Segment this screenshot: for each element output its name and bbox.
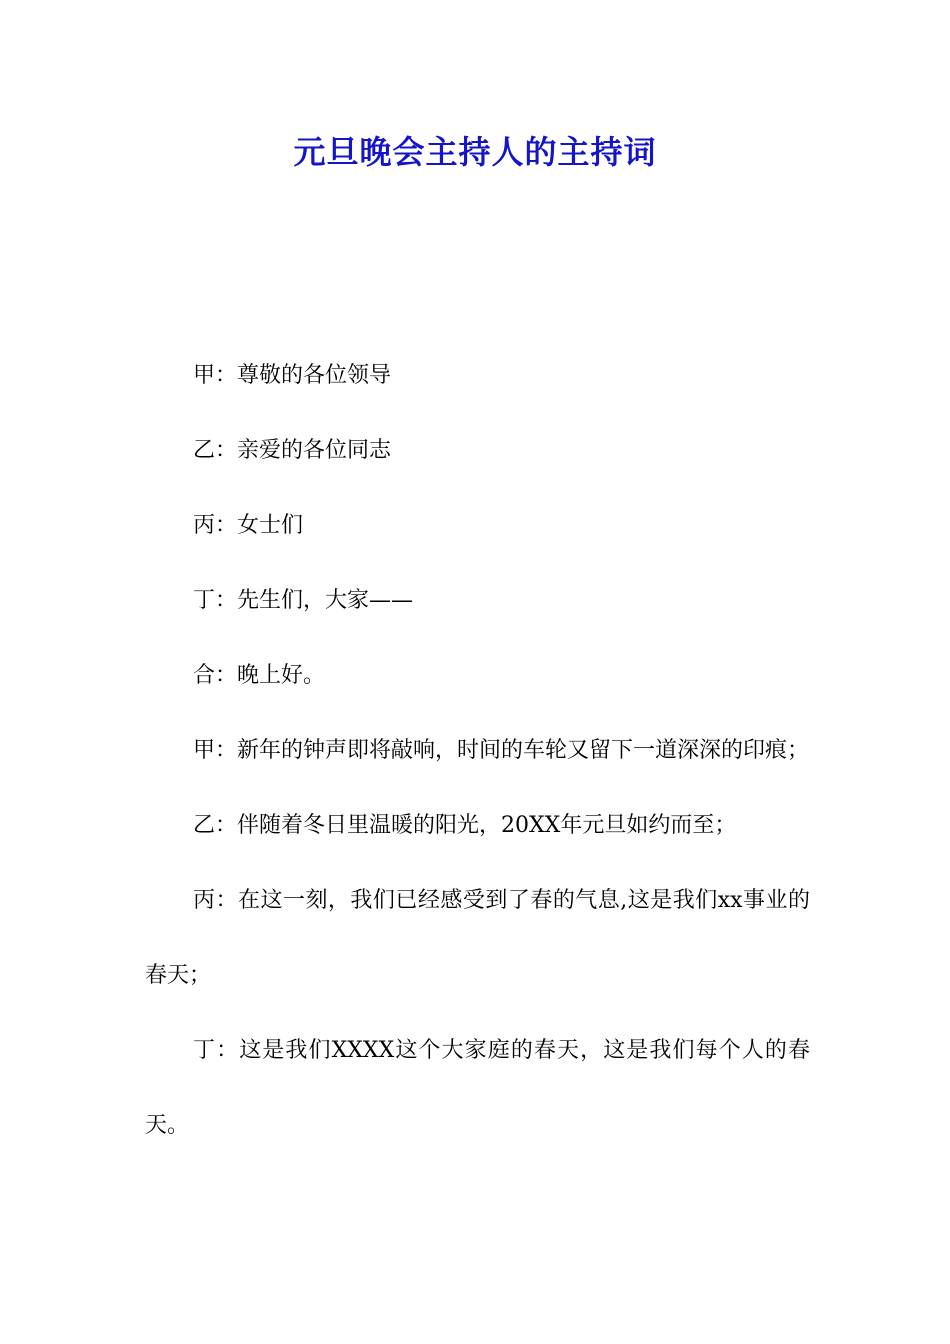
paragraph: 丙：女士们	[193, 513, 304, 538]
paragraph: 丙：在这一刻，我们已经感受到了春的气息,这是我们xx事业的春天；	[145, 888, 810, 988]
document-body	[145, 338, 810, 1163]
paragraph: 丁：这是我们XXXX这个大家庭的春天，这是我们每个人的春天。	[145, 1038, 810, 1138]
paragraph: 甲：尊敬的各位领导	[193, 363, 392, 388]
paragraph: 甲：新年的钟声即将敲响，时间的车轮又留下一道深深的印痕；	[193, 738, 810, 763]
paragraph: 丁：先生们，大家——	[193, 588, 414, 613]
paragraph: 乙：亲爱的各位同志	[193, 438, 392, 463]
paragraph: 乙：伴随着冬日里温暖的阳光，20XX年元旦如约而至；	[193, 813, 737, 838]
paragraph: 合：晚上好。	[193, 663, 326, 688]
document-title: 元旦晚会主持人的主持词	[293, 133, 657, 171]
